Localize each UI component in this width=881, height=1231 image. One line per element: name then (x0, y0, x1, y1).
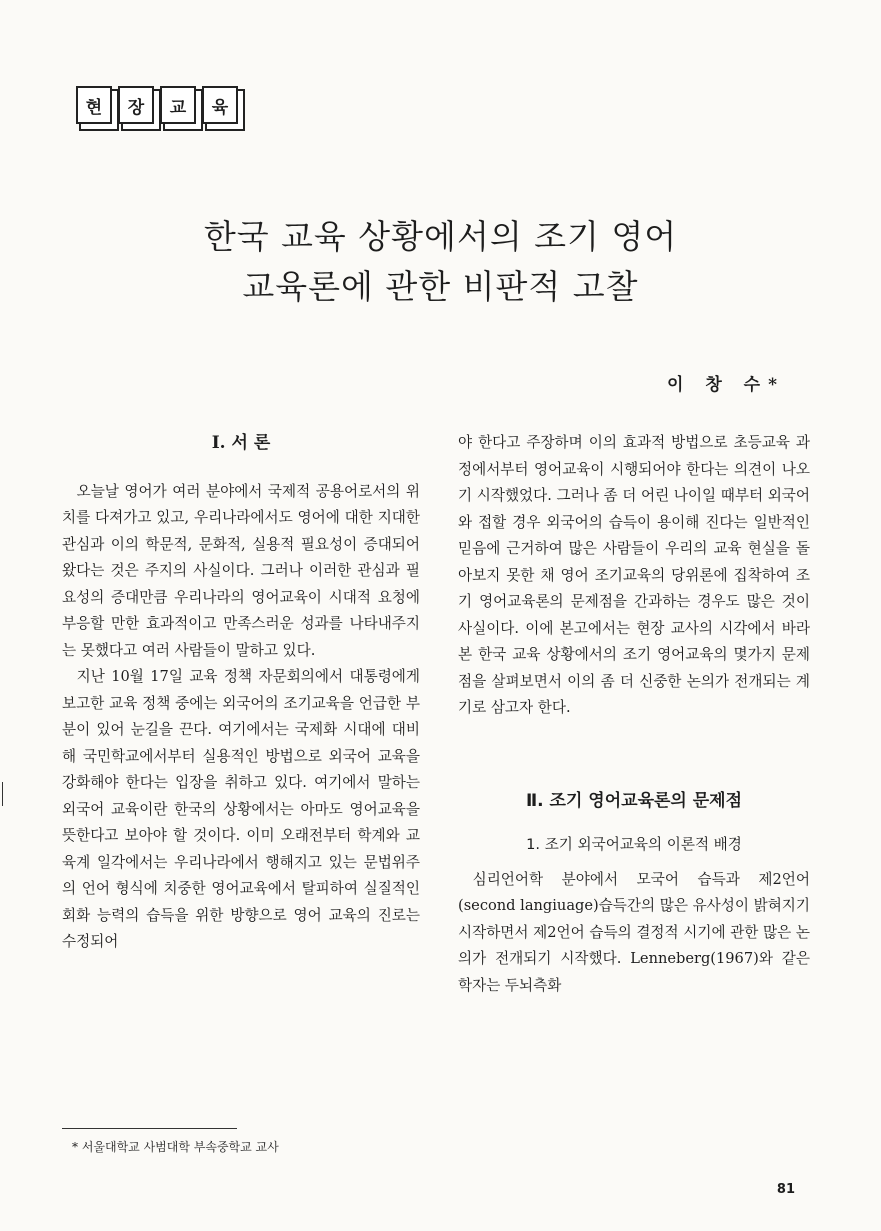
right-column (458, 430, 810, 999)
badge-char: 현 (76, 86, 112, 124)
section-1-paragraph-3: 야 한다고 주장하며 이의 효과적 방법으로 초등교육 과정에서부터 영어교육이 시행되어야 한다는 의견이 나오기 시작했었다. 그러나 좀 더 어린 나이일 때부터 외국어와 접할 경우 외국어의 습득이 용이해 진다는 일반적인 믿음에 근거하여 많은 사람들이 우리의 교육 현실을 돌아보지 못한 채 영어 조기교육의 당위론에 집착하여 조기 영어교육론의 문제점을 간과하는 경우도 많은 것이 사실이다. 이에 본고에서는 현장 교사의 시각에서 바라본 한국 교육 상황에서의 조기 영어교육의 몇가지 문제점을 살펴보면서 이의 좀 더 신중한 논의가 전개되는 계기로 삼고자 한다. (458, 434, 810, 716)
title-line-2: 교육론에 관한 비판적 고찰 (242, 267, 639, 306)
title-line-1: 한국 교육 상황에서의 조기 영어 (203, 217, 678, 256)
badge-char: 장 (118, 86, 154, 124)
margin-mark (2, 782, 3, 806)
section-1-paragraph-2: 지난 10월 17일 교육 정책 자문회의에서 대통령에게 보고한 교육 정책 중에는 외국어의 조기교육을 언급한 부분이 있어 눈길을 끈다. 여기에서는 국제화 시대에 대비해 국민학교에서부터 실용적인 방법으로 외국어 교육을 강화해야 한다는 입장을 취하고 있다. 여기에서 말하는 외국어 교육이란 한국의 상황에서는 아마도 영어교육을 뜻한다고 보아야 할 것이다. 이미 오래전부터 학계와 교육계 일각에서는 우리나라에서 행해지고 있는 문법위주의 언어 형식에 치중한 영어교육에서 탈피하여 실질적인 회화 능력의 습득을 위한 방향으로 영어 교육의 진로는 수정되어 (62, 668, 420, 950)
section-2-paragraph-1: 심리언어학 분야에서 모국어 습득과 제2언어(second langiuage)습득간의 많은 유사성이 밝혀지기 시작하면서 제2언어 습득의 결정적 시기에 관한 많은 논의가 전개되기 시작했다. Lenneberg(1967)와 같은 학자는 두뇌측화 (458, 870, 810, 994)
page-number: 81 (776, 1182, 795, 1197)
footnote-divider (62, 1128, 237, 1129)
author-name: 이 창 수* (667, 375, 785, 395)
footnote: * 서울대학교 사범대학 부속중학교 교사 (72, 1140, 279, 1154)
badge-char: 육 (202, 86, 238, 124)
article-title (0, 212, 881, 312)
section-1-heading: Ⅰ. 서 론 (211, 433, 271, 453)
badge-char: 교 (160, 86, 196, 124)
section-2-heading: Ⅱ. 조기 영어교육론의 문제점 (525, 790, 743, 811)
section-badge (76, 86, 238, 124)
left-column (62, 430, 420, 956)
section-1-paragraph-1: 오늘날 영어가 여러 분야에서 국제적 공용어로서의 위치를 다져가고 있고, 우리나라에서도 영어에 대한 지대한 관심과 이의 학문적, 문화적, 실용적 필요성이 증대되어 왔다는 것은 주지의 사실이다. 그러나 이러한 관심과 필요성의 증대만큼 우리나라의 영어교육이 시대적 요청에 부응할 만한 효과적이고 만족스러운 성과를 나타내주지는 못했다고 여러 사람들이 말하고 있다. (62, 482, 420, 659)
section-2-subheading: 1. 조기 외국어교육의 이론적 배경 (526, 836, 742, 853)
